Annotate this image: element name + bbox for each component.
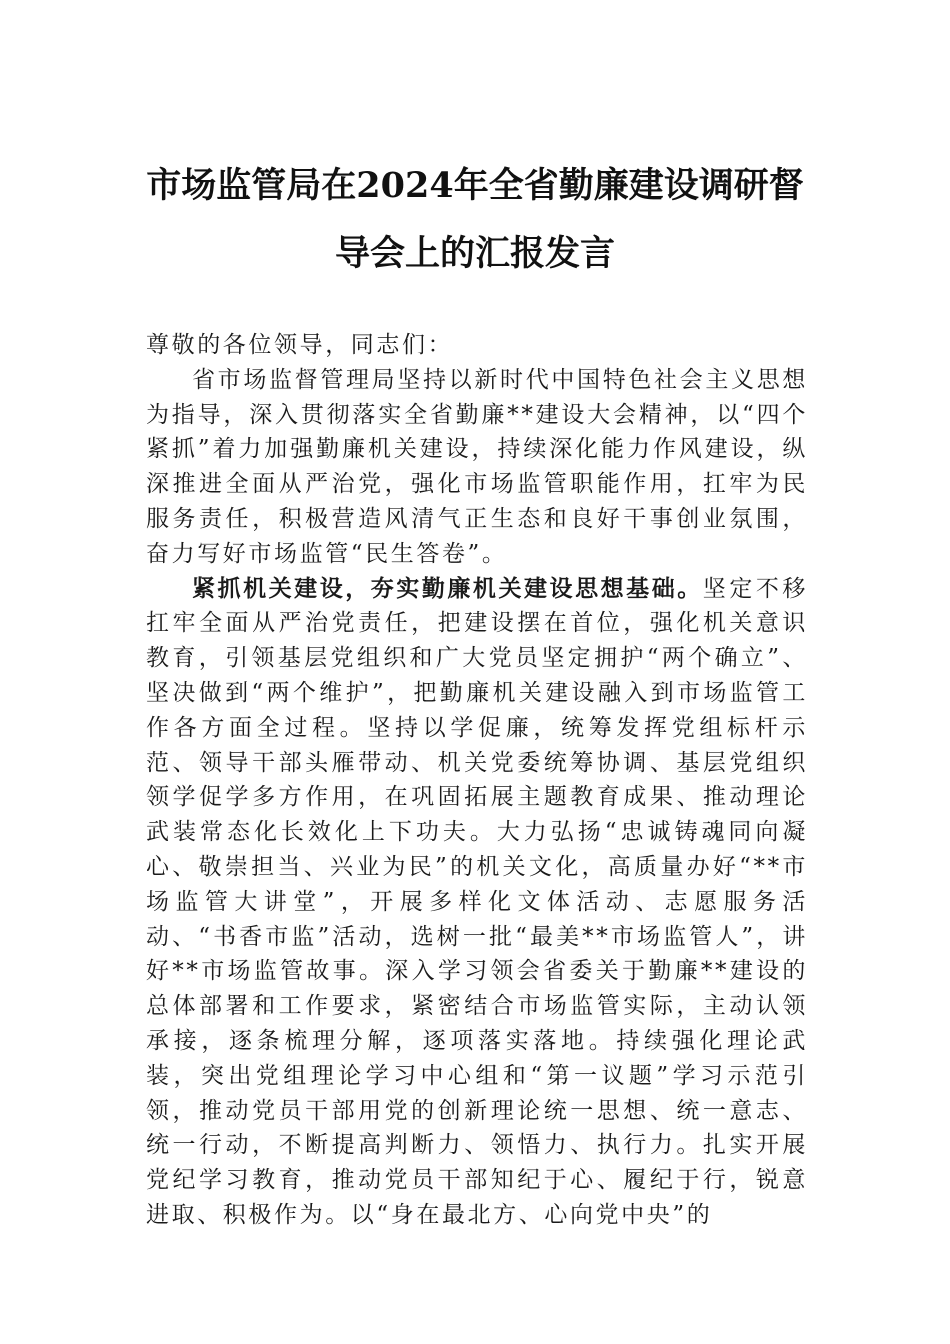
document-body (146, 328, 808, 1233)
document-title-line-2: 导会上的汇报发言 (334, 233, 615, 274)
paragraph-2-body: 坚定不移扛牢全面从严治党责任，把建设摆在首位，强化机关意识教育，引领基层党组织和广大党员坚定拥护“两个确立”、坚决做到“两个维护”，把勤廉机关建设融入到市场监管工作各方面全过程。坚持以学促廉，统筹发挥党组标杆示范、领导干部头雁带动、机关党委统筹协调、基层党组织领学促学多方作用，在巩固拓展主题教育成果、推动理论武装常态化长效化上下功夫。大力弘扬“忠诚铸魂同向凝心、敬崇担当、兴业为民”的机关文化，高质量办好“**市场监管大讲堂”，开展多样化文体活动、志愿服务活动、“书香市监”活动，选树一批“最美**市场监管人”，讲好**市场监管故事。深入学习领会省委关于勤廉**建设的总体部署和工作要求，紧密结合市场监管实际，主动认领承接，逐条梳理分解，逐项落实落地。持续强化理论武装，突出党组理论学习中心组和“第一议题”学习示范引领，推动党员干部用党的创新理论统一思想、统一意志、统一行动，不断提高判断力、领悟力、执行力。扎实开展党纪学习教育，推动党员干部知纪于心、履纪于行，锐意进取、积极作为。以“身在最北方、心向党中央”的 (146, 575, 808, 1228)
paragraph-2 (146, 572, 808, 1233)
paragraph-2-lead: 紧抓机关建设，夯实勤廉机关建设思想基础。 (192, 575, 703, 602)
document-title-line-1: 市场监管局在2024年全省勤廉建设调研督 (146, 165, 804, 206)
paragraph-1: 省市场监督管理局坚持以新时代中国特色社会主义思想为指导，深入贯彻落实全省勤廉**建设大会精神，以“四个紧抓”着力加强勤廉机关建设，持续深化能力作风建设，纵深推进全面从严治党，强化市场监管职能作用，扛牢为民服务责任，积极营造风清气正生态和良好干事创业氛围，奋力写好市场监管“民生答卷”。 (146, 366, 808, 567)
salutation: 尊敬的各位领导，同志们： (146, 332, 454, 358)
